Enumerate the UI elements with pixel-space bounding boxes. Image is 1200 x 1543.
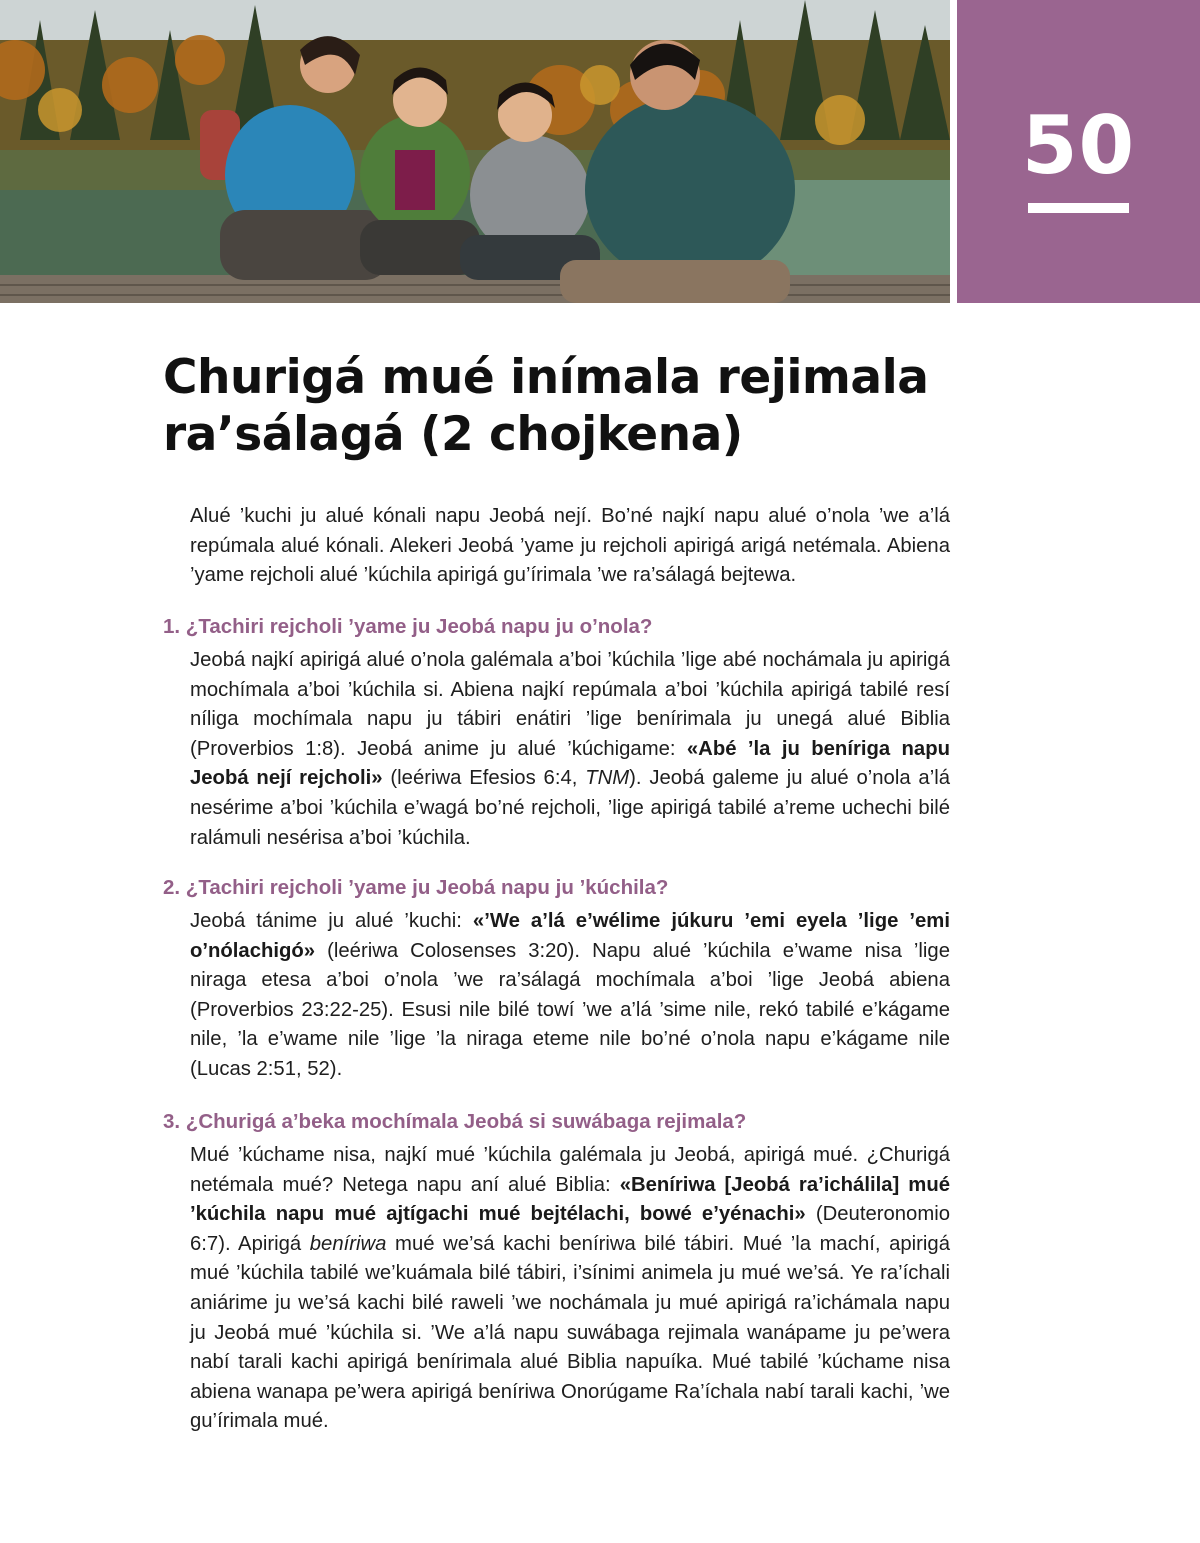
section-1-text-b: (leériwa Efesios 6:4, bbox=[382, 767, 586, 790]
question-2-heading: 2. ¿Tachiri rejcholi ’yame ju Jeobá napu ju ’kúchila? bbox=[163, 876, 669, 899]
intro-paragraph: Alué ’kuchi ju alué kónali napu Jeobá nejí. Bo’né najkí napu alué o’nola ’we a’lá repúmala alué kónali. Alekeri Jeobá ’yame ju rejcholi apirigá arigá netémala. Abiena ’yame rejcholi alué ’kúchila apirigá gu’írimala ’we ra’sálagá bejtewa. bbox=[190, 505, 950, 587]
chapter-underline bbox=[1028, 203, 1129, 213]
title-line-2: ra’sálagá (2 chojkena) bbox=[163, 407, 743, 462]
section-2-text-a: Jeobá tánime ju alué ’kuchi: bbox=[190, 910, 473, 932]
chapter-number: 50 bbox=[1021, 99, 1136, 192]
section-1-paragraph bbox=[190, 646, 950, 853]
page-title bbox=[163, 349, 963, 463]
question-3-heading: 3. ¿Churigá a’beka mochímala Jeobá si suwábaga rejimala? bbox=[163, 1110, 747, 1133]
section-3-text-b: (Deuteronomio 6:7). Apirigá bbox=[190, 1203, 950, 1255]
question-1-heading: 1. ¿Tachiri rejcholi ’yame ju Jeobá napu ju o’nola? bbox=[163, 615, 653, 638]
section-1-text-a: Jeobá najkí apirigá alué o’nola galémala a’boi ’kúchila ’lige abé nochámala ju apirigá mochímala a’boi ’kúchila si. Abiena najkí repúmala a’boi ’kúchila apirigá tabilé resí níliga mochímala napu ju tábiri enátiri ’lige benírimala ju unegá alué Biblia (Proverbios 1:8). Jeobá anime ju alué ’kúchigame: bbox=[190, 649, 950, 760]
section-2-text-b: (leériwa Colosenses 3:20). Napu alué ’kúchila e’wame nisa ’lige niraga etesa a’boi o’nola ’we ra’sálagá mochímala a’boi ’lige Jeobá abiena (Proverbios 23:22-25). Esusi nile bilé towí ’we a’lá ’sime nile, rekó tabilé e’kágame nile, ’la e’wame nile ’lige ’la niraga eteme nile bo’né o’nola napu e’kágame nile (Lucas 2:51, 52). bbox=[190, 939, 950, 1080]
section-3-bold-quote: «Beníriwa [Jeobá ra’ichálila] mué ’kúchila napu mué ajtígachi mué bejtélachi, bowé e’yénachi» bbox=[190, 1173, 950, 1226]
section-2-bold-quote: «’We a’lá e’wélime júkuru ’emi eyela ’lige ’emi o’nólachigó» bbox=[190, 910, 950, 962]
title-line-1: Churigá mué inímala rejimala bbox=[163, 350, 929, 405]
chapter-box bbox=[957, 0, 1200, 303]
family-photo bbox=[0, 0, 950, 303]
photo-scene bbox=[0, 0, 950, 303]
section-1-text-c: ). Jeobá galeme ju alué o’nola a’lá nesérime a’boi ’kúchila e’wagá bo’né rejcholi, ’lige apirigá tabilé a’reme uchechi bilé ralámuli nesérisa a’boi ’kúchila. bbox=[190, 767, 950, 849]
section-2-paragraph bbox=[190, 907, 950, 1085]
section-1-italic: TNM bbox=[585, 767, 630, 790]
section-3-text-c: mué we’sá kachi beníriwa bilé tábiri. Mué ’la machí, apirigá mué ’kúchila tabilé we’kuámala bilé tábiri, i’sínimi animela ju mué we’sá. Ye ra’íchali aniárime ju we’sá kachi bilé raweli ’we nochámala ju mué apirigá ra’ichámala napu ju Jeobá mué ’kúchila si. ’We a’lá napu suwábaga rejimala wanápame ju pe’wera nabí tarali kachi apirigá benírimala alué Biblia napuíka. Mué tabilé ’kúchame nisa abiena wanapa pe’wera apirigá beníriwa Onorúgame Ra’íchala nabí tarali kachi, ’we gu’írimala mué. bbox=[190, 1232, 950, 1433]
section-3-text-a: Mué ’kúchame nisa, najkí mué ’kúchila galémala ju Jeobá, apirigá mué. ¿Churigá netémala mué? Netega napu aní alué Biblia: bbox=[190, 1144, 950, 1196]
section-3-italic: beníriwa bbox=[309, 1232, 387, 1255]
section-1-bold-quote: «Abé ’la ju beníriga napu Jeobá nejí rejcholi» bbox=[190, 737, 950, 790]
section-3-paragraph bbox=[190, 1141, 950, 1437]
